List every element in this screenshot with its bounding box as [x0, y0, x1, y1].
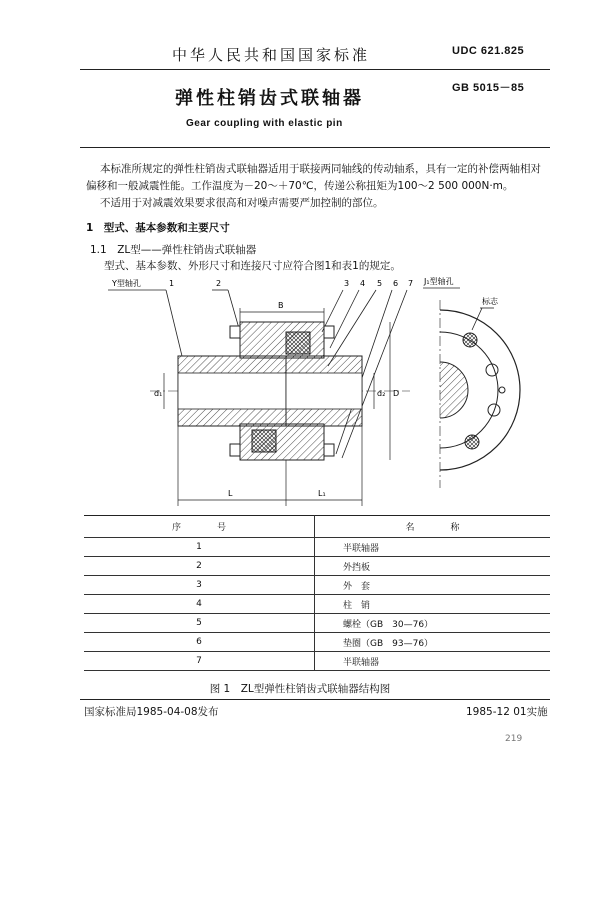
paragraph-1-line-1: 本标准所规定的弹性柱销齿式联轴器适用于联接两同轴线的传动轴系，具有一定的补偿两轴相对: [100, 163, 541, 175]
table-header-row: [84, 516, 550, 538]
row-name: 半联轴器: [315, 652, 551, 671]
row-no: 5: [84, 614, 315, 633]
table-row: [84, 614, 550, 633]
callout-5: 5: [377, 279, 383, 288]
header-rule: [80, 69, 550, 70]
published-date: 国家标准局1985-04-08发布: [84, 706, 219, 718]
paragraph-1-line-2: 偏移和一般减震性能。工作温度为－20～＋70℃，传递公称扭矩为100～2 500 000N·m。: [86, 180, 514, 192]
footer-rule: [80, 699, 550, 700]
table-row: [84, 576, 550, 595]
dim-d: D: [393, 389, 400, 398]
header-name: 名 称: [315, 516, 551, 538]
row-name: 垫圈（GB 93—76）: [315, 633, 551, 652]
table-row: [84, 538, 550, 557]
callout-2: 2: [216, 279, 222, 288]
section-1-1-heading: 1.1 ZL型——弹性柱销齿式联轴器: [90, 244, 257, 256]
table-row: [84, 652, 550, 671]
row-name: 外 套: [315, 576, 551, 595]
effective-date: 1985-12 01实施: [466, 706, 548, 718]
callout-6: 6: [393, 279, 399, 288]
row-name: 螺栓（GB 30—76）: [315, 614, 551, 633]
row-name: 半联轴器: [315, 538, 551, 557]
table-row: [84, 595, 550, 614]
row-no: 1: [84, 538, 315, 557]
section-1-heading: 1 型式、基本参数和主要尺寸: [86, 222, 230, 234]
dim-b: B: [278, 301, 284, 310]
gb-code: GB 5015－85: [452, 82, 525, 94]
row-no: 3: [84, 576, 315, 595]
row-no: 7: [84, 652, 315, 671]
dim-l1: L₁: [318, 489, 326, 498]
dim-d1: d₁: [154, 389, 163, 398]
callout-7: 7: [408, 279, 414, 288]
figure-caption: 图 1 ZL型弹性柱销齿式联轴器结构图: [209, 683, 391, 695]
mark-label: 标志: [482, 297, 498, 306]
table-row: [84, 633, 550, 652]
paragraph-2: 不适用于对减震效果要求很高和对噪声需要严加控制的部位。: [100, 197, 384, 209]
dim-l: L: [228, 489, 233, 498]
udc-code: UDC 621.825: [452, 45, 525, 57]
page-number: 219: [505, 734, 523, 744]
callout-3: 3: [344, 279, 350, 288]
dim-d2: d₂: [377, 389, 386, 398]
row-name: 外挡板: [315, 557, 551, 576]
parts-table: [84, 515, 550, 671]
callout-labels: [111, 276, 499, 306]
callout-1: 1: [169, 279, 175, 288]
title-english: Gear coupling with elastic pin: [186, 118, 343, 129]
header-no: 序 号: [84, 516, 315, 538]
callout-4: 4: [360, 279, 366, 288]
row-no: 4: [84, 595, 315, 614]
standard-name: 中华人民共和国国家标准: [172, 46, 371, 64]
y-hole-label: Y型轴孔: [112, 279, 141, 288]
row-no: 6: [84, 633, 315, 652]
row-no: 2: [84, 557, 315, 576]
title-rule: [80, 147, 550, 148]
title-chinese: 弹性柱销齿式联轴器: [175, 88, 364, 109]
side-view: [440, 300, 520, 488]
j1-hole-label: J₁型轴孔: [424, 277, 454, 286]
section-1-1-text: 型式、基本参数、外形尺寸和连接尺寸应符合图1和表1的规定。: [104, 260, 401, 272]
coupling-drawing: [90, 270, 530, 510]
row-name: 柱 销: [315, 595, 551, 614]
table-row: [84, 557, 550, 576]
